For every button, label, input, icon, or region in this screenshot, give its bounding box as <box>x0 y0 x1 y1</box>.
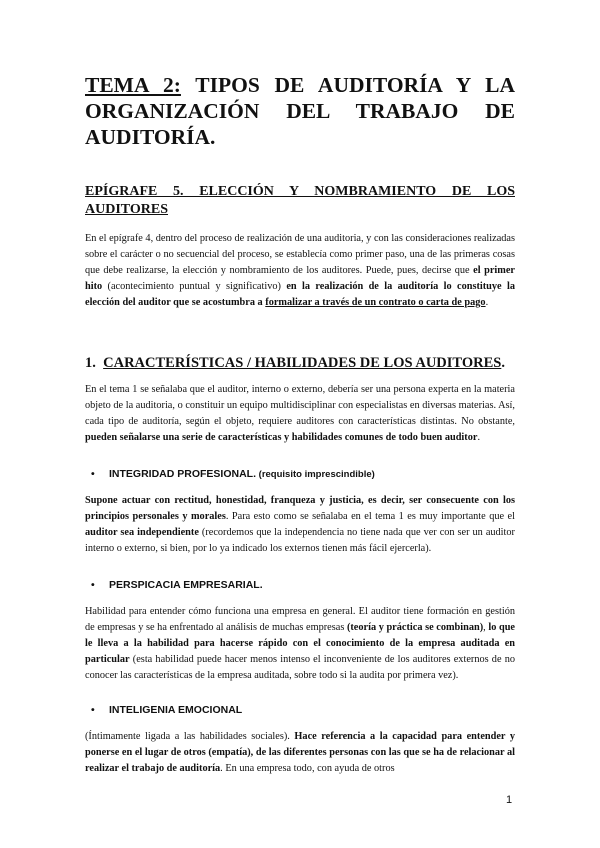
bullet-integridad <box>91 467 375 482</box>
bullet-label: INTELIGENIA EMOCIONAL <box>109 704 243 716</box>
bold-run: lo que le lleva a la habilidad para hacerse rápido con el conocimiento de la empresa auditada en particular <box>85 622 515 665</box>
text-run: En el tema 1 se señalaba que el auditor, interno o externo, debería ser una persona experta en la materia objeto de la auditoria, o constituir un equipo multidisciplinar con especialistas en diversas materias. Así, cada tipo de auditoría, según el objeto, requiere auditores con características distintas. No obstante, <box>85 384 515 427</box>
text-run: En el epígrafe 4, dentro del proceso de realización de una auditoria, y con las consideraciones realizadas sobre el carácter o no secuencial del proceso, se establecía como primer paso, una de las primeras cosas que debe realizarse, la elección y nombramiento de los auditores. Puede, pues, decirse que <box>85 233 515 276</box>
paragraph-perspicacia <box>85 604 515 684</box>
bold-run: (teoría y práctica se combinan) <box>346 622 484 633</box>
paragraph-auditor-expert <box>85 382 515 446</box>
epigraph-heading: EPÍGRAFE 5. ELECCIÓN Y NOMBRAMIENTO DE LOS AUDITORES <box>85 184 515 217</box>
bold-run: en la realización de la auditoría lo constituye la elección del auditor que se acostumbra a <box>85 281 516 308</box>
bullet-dot-icon: • <box>91 704 95 716</box>
bullet-dot-icon: • <box>91 579 95 591</box>
text-run: Habilidad para entender cómo funciona una empresa en general. El auditor tiene formación en gestión de empresas y se ha enfrentado al análisis de muchas empresas <box>85 606 515 633</box>
bullet-dot-icon: • <box>91 468 95 480</box>
bold-run: auditor sea independiente <box>85 527 199 538</box>
text-run: (recordemos que la independencia no tiene nada que ver con ser un auditor interno o externo, si bien, por lo ya indicado los externos tienen más fácil ejercerla). <box>85 527 515 554</box>
document-title <box>85 72 515 150</box>
text-run: . Para esto como se señalaba en el tema 1 es muy importante que el <box>225 511 515 522</box>
bold-run: pueden señalarse una serie de características y habilidades comunes de todo buen auditor <box>85 432 478 443</box>
text-run: (esta habilidad puede hacer menos intenso el inconveniente de los auditores externos de no conocer las características de la empresa auditada, sobre todo si la audita por primera vez). <box>85 654 515 681</box>
bullet-perspicacia <box>91 578 263 592</box>
paragraph-inteligencia <box>85 729 515 777</box>
paragraph-integridad <box>85 493 515 557</box>
bullet-sublabel: (requisito imprescindible) <box>256 469 375 480</box>
section-number: 1. <box>85 355 96 371</box>
bullet-label: PERSPICACIA EMPRESARIAL. <box>109 579 263 591</box>
underlined-bold-run: formalizar a través de un contrato o carta de pago <box>265 297 486 308</box>
bullet-label: INTEGRIDAD PROFESIONAL. <box>109 468 257 480</box>
text-run: , <box>483 622 489 633</box>
text-run: . <box>477 432 481 443</box>
text-run: . En una empresa todo, con ayuda de otros <box>220 763 395 774</box>
bold-run: el primer hito <box>85 265 515 292</box>
bold-run: Hace referencia a la capacidad para entender y ponerse en el lugar de otros (empatía), de las diferentes personas con las que se ha de relacionar al realizar el trabajo de auditoría <box>85 731 515 774</box>
bold-run: Supone actuar con rectitud, honestidad, franqueza y justicia, es decir, ser consecuente con los principios personales y morales <box>85 495 515 522</box>
text-run: (acontecimiento puntual y significativo) <box>102 281 287 292</box>
intro-paragraph <box>85 231 515 311</box>
title-tema: TEMA 2: <box>85 73 181 97</box>
page-number: 1 <box>506 794 513 806</box>
text-run: (Íntimamente ligada a las habilidades sociales). <box>85 731 295 742</box>
title-text: TIPOS DE AUDITORÍA Y LA ORGANIZACIÓN DEL TRABAJO DE AUDITORÍA. <box>85 73 516 149</box>
text-run: . <box>485 297 489 308</box>
section-title: CARACTERÍSTICAS / HABILIDADES DE LOS AUDITORES <box>103 355 502 371</box>
bullet-inteligencia <box>91 703 242 717</box>
section-heading <box>85 354 525 372</box>
section-tail: . <box>501 355 505 371</box>
